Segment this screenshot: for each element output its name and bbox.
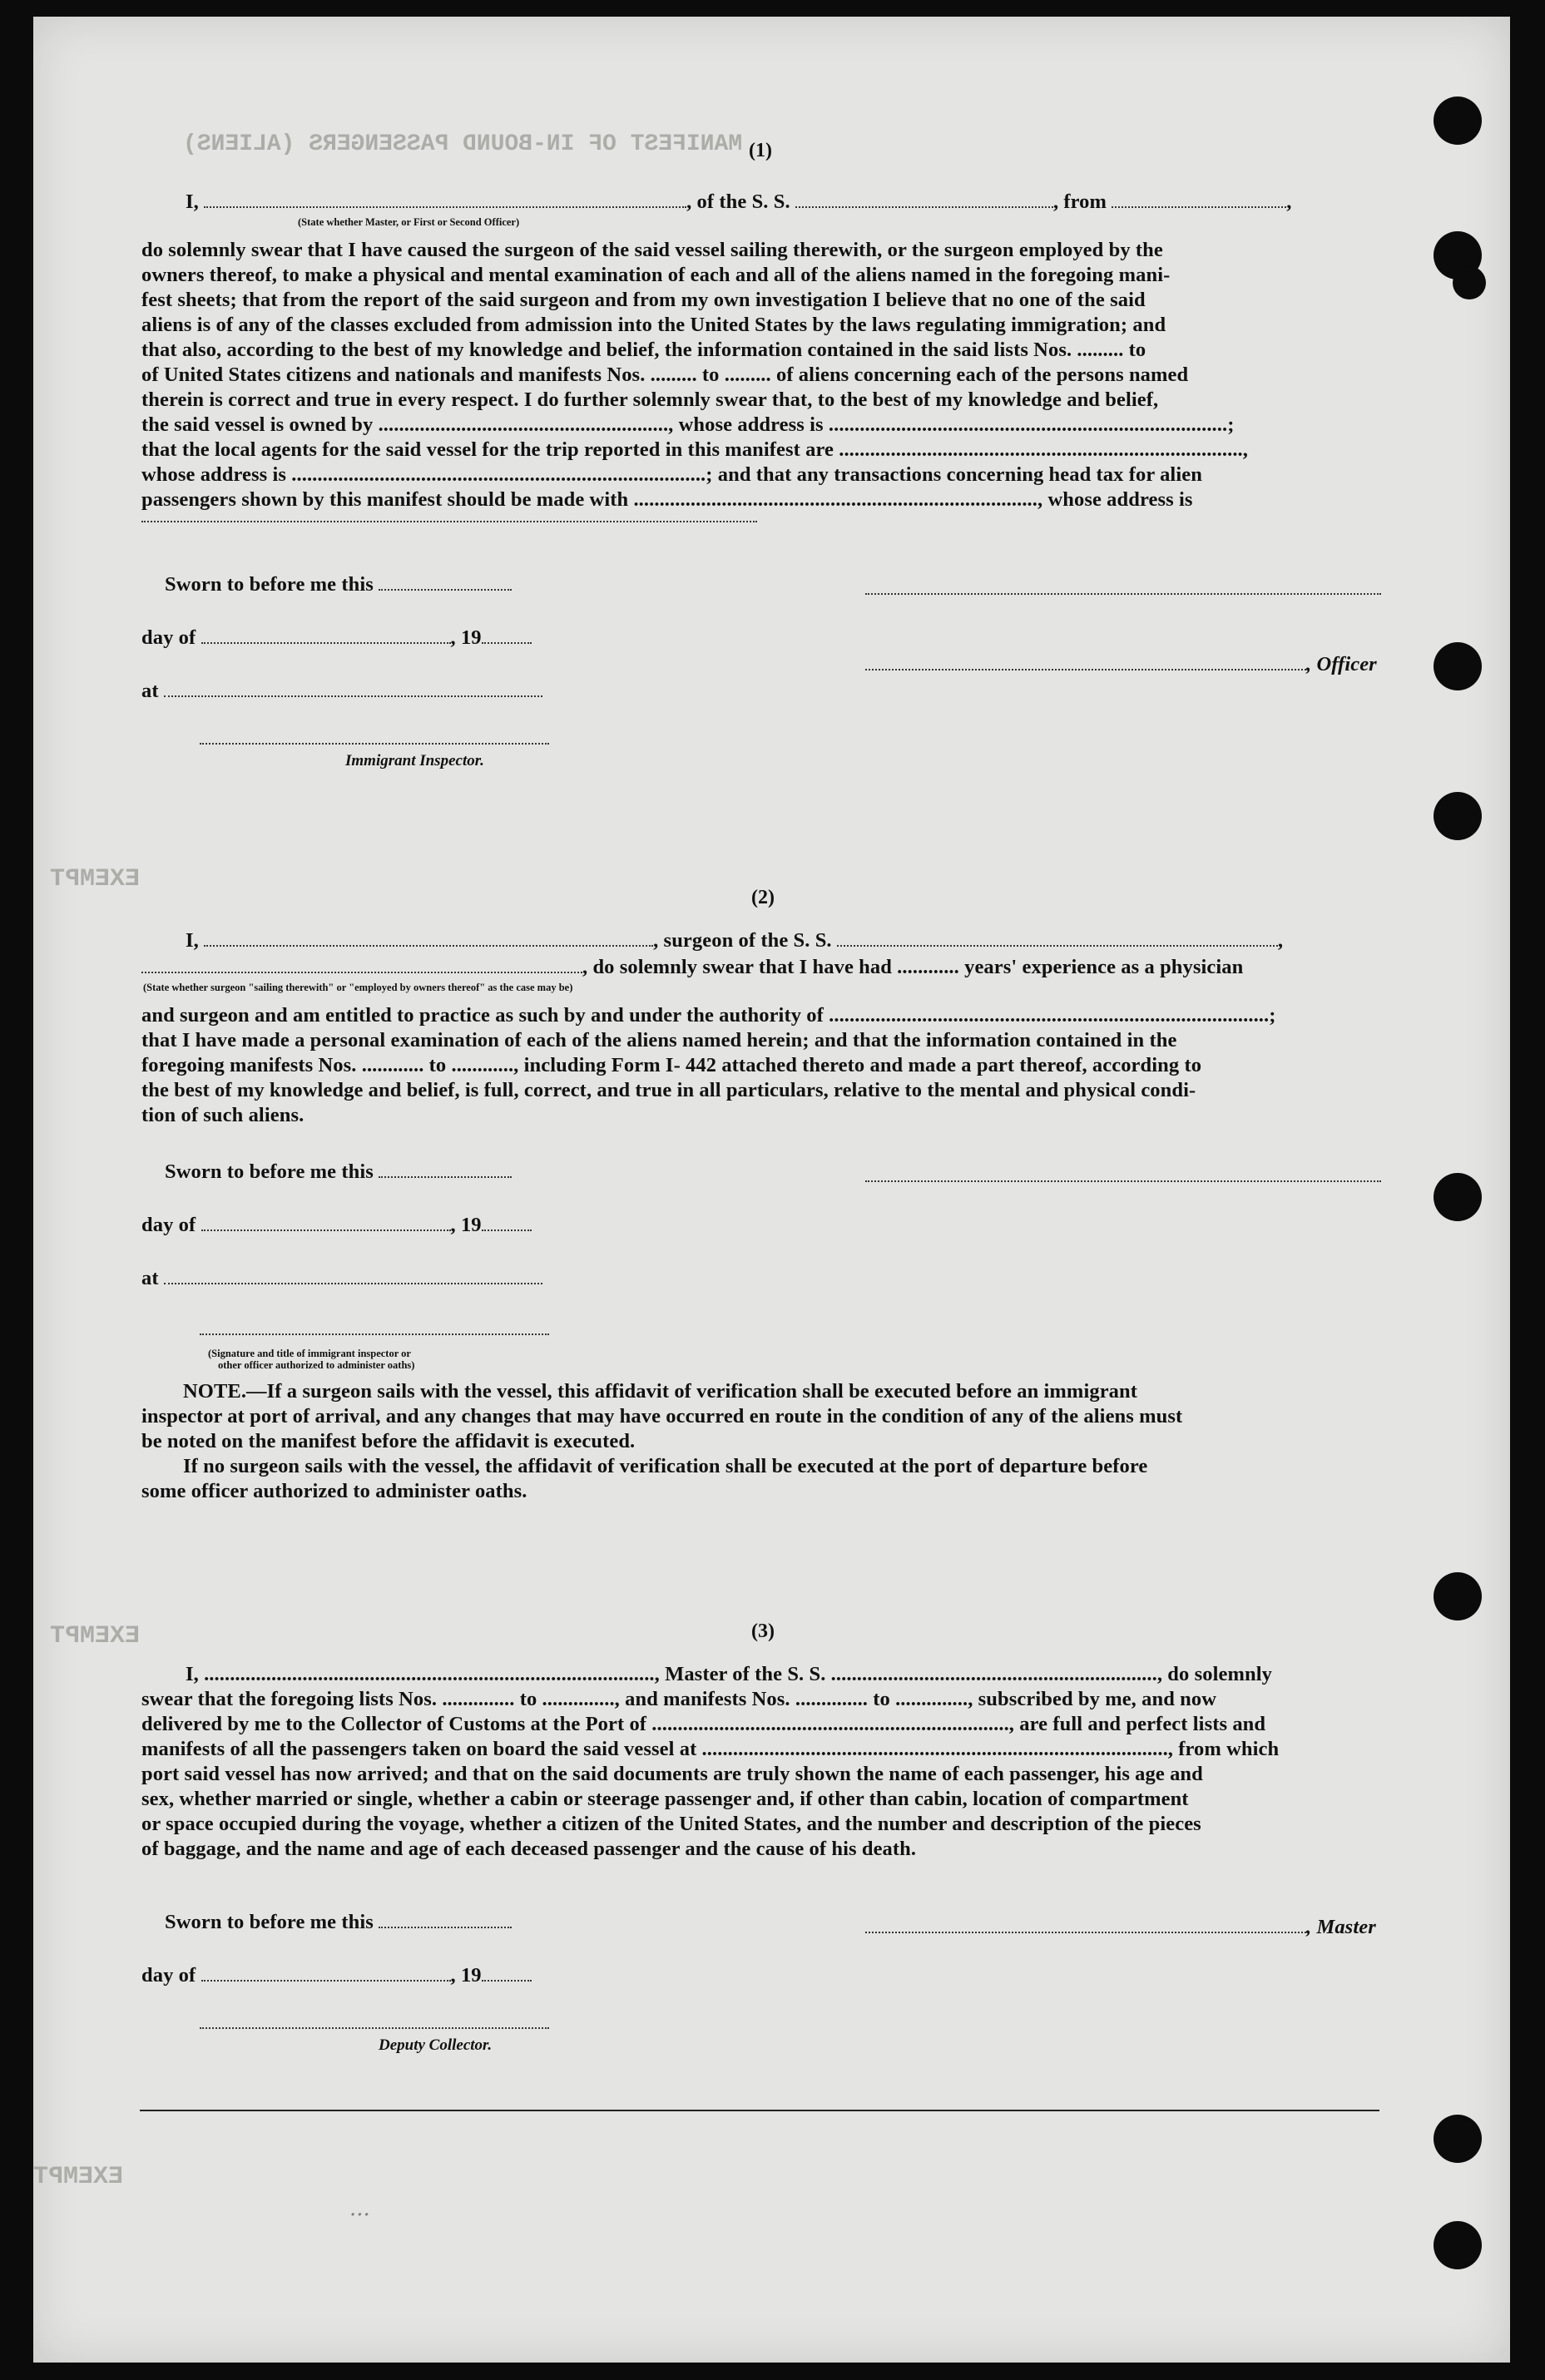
binder-hole <box>1453 266 1486 299</box>
binder-hole <box>1434 642 1482 690</box>
bottom-rule <box>140 2110 1379 2111</box>
sworn-line-1: Sworn to before me this <box>165 572 512 597</box>
at-line-2: at <box>141 1266 542 1291</box>
manifest-page <box>33 17 1510 2363</box>
officer-caption: (State whether Master, or First or Second Officer) <box>298 216 520 228</box>
handwriting-mark: ... <box>349 2196 370 2221</box>
surgeon-line-1: I, , surgeon of the S. S. , <box>186 929 1284 952</box>
exempt-stamp: EXEMPT <box>50 1622 141 1650</box>
surgeon-line-2: , do solemnly swear that I have had ............ years' experience as a physician <box>141 955 1243 980</box>
section-3-body: I, ......................................................................................., Master of the S. S. ..............................................................., do solemnly swear that the foregoing lists Nos. .............. to .............., and manifests Nos. .............. to .............., subscribed by me, and now delivered by me to the Collector of Customs at the Port of ....................................................................., are full and perfect lists and manifests of all the passengers taken on board the said vessel at .........................................................................................., from which port said vessel has now arrived; and that on the said documents are truly shown the name of each passenger, his age and sex, whether married or single, whether a cabin or steerage passenger and, if other than cabin, location of compartment or space occupied during the voyage, whether a citizen of the United States, and the number and description of the pieces of baggage, and the name and age of each deceased passenger and the cause of his death. <box>141 1663 1280 1860</box>
signature-caption: (Signature and title of immigrant inspector or <box>208 1348 411 1359</box>
collector-signature-line <box>200 2026 549 2029</box>
binder-hole <box>1434 792 1482 840</box>
exempt-stamp: EXEMPT <box>33 2163 124 2191</box>
sworn-line-3: Sworn to before me this <box>165 1910 512 1935</box>
inspector-label: Immigrant Inspector. <box>345 752 484 769</box>
surgeon-signature-line <box>865 1180 1381 1182</box>
section-1-body: do solemnly swear that I have caused the surgeon of the said vessel sailing therewith, or the surgeon employed by the owners thereof, to make a physical and mental examination of each and all of the aliens named in the foregoing mani- fest sheets; that from the report of the said surgeon and from my own investigation I believe that no one of the said aliens is of any of the classes excluded from admission into the United States by the laws regulating immigration; and that also, according to the best of my knowledge and belief, the information contained in the said lists Nos. ......... to of United States citizens and nationals and manifests Nos. ......... to ......... of aliens concerning each of the persons named therein is correct and true in every respect. I do further solemnly swear that, to the best of my knowledge and belief, the said vessel is owned by ........................................................, whose address is .............................................................................; that the local agents for the said vessel for the trip reported in this manifest are .............................................................................., whose address is ................................................................................; and that any transactions concerning head tax for alien passengers shown by this manifest should be made with .............................................................................., whose address is <box>141 238 1248 522</box>
exempt-stamp: EXEMPT <box>50 865 141 893</box>
binder-hole <box>1434 1572 1482 1620</box>
section-2-number: (2) <box>751 887 775 908</box>
day-of-line-1: day of , 19 <box>141 626 532 651</box>
collector-label: Deputy Collector. <box>379 2036 493 2054</box>
master-line: , Master <box>865 1915 1376 1940</box>
binder-hole <box>1434 2221 1482 2269</box>
signature-caption: other officer authorized to administer oaths) <box>218 1359 415 1371</box>
sworn-line-2: Sworn to before me this <box>165 1160 512 1185</box>
surgeon-caption: (State whether surgeon "sailing therewith" or "employed by owners thereof" as the case may be) <box>143 982 573 993</box>
binder-hole <box>1434 2115 1482 2163</box>
oath-line-1: I, , of the S. S. , from , <box>186 190 1292 213</box>
section-2-body: and surgeon and am entitled to practice as such by and under the authority of .....................................................................................; that I have made a personal examination of each of the aliens named herein; and that the information contained in the foregoing manifests Nos. ............ to ............, including Form I- 442 attached thereto and made a part thereof, according to the best of my knowledge and belief, is full, correct, and true in all particulars, relative to the mental and physical condi- tion of such aliens. <box>141 1004 1276 1126</box>
binder-hole <box>1434 96 1482 145</box>
officer-signature-line <box>865 592 1381 595</box>
at-line-1: at <box>141 679 542 704</box>
day-of-line-2: day of , 19 <box>141 1213 532 1238</box>
note-block: NOTE.—If a surgeon sails with the vessel, this affidavit of verification shall be executed before an immigrant inspector at port of arrival, and any changes that may have occurred en route in the condition of any of the aliens must be noted on the manifest before the affidavit is executed. If no surgeon sails with the vessel, the affidavit of verification shall be executed at the port of departure before some officer authorized to administer oaths. <box>141 1380 1183 1502</box>
binder-hole <box>1434 1173 1482 1221</box>
signature-line <box>200 1333 549 1335</box>
officer-line: , Officer <box>865 652 1377 677</box>
inspector-signature-line <box>200 742 549 745</box>
faded-heading: MANIFEST OF IN-BOUND PASSENGERS (ALIENS) <box>183 131 743 157</box>
section-3-number: (3) <box>751 1620 775 1642</box>
section-1-number: (1) <box>749 140 772 161</box>
day-of-line-3: day of , 19 <box>141 1963 532 1988</box>
